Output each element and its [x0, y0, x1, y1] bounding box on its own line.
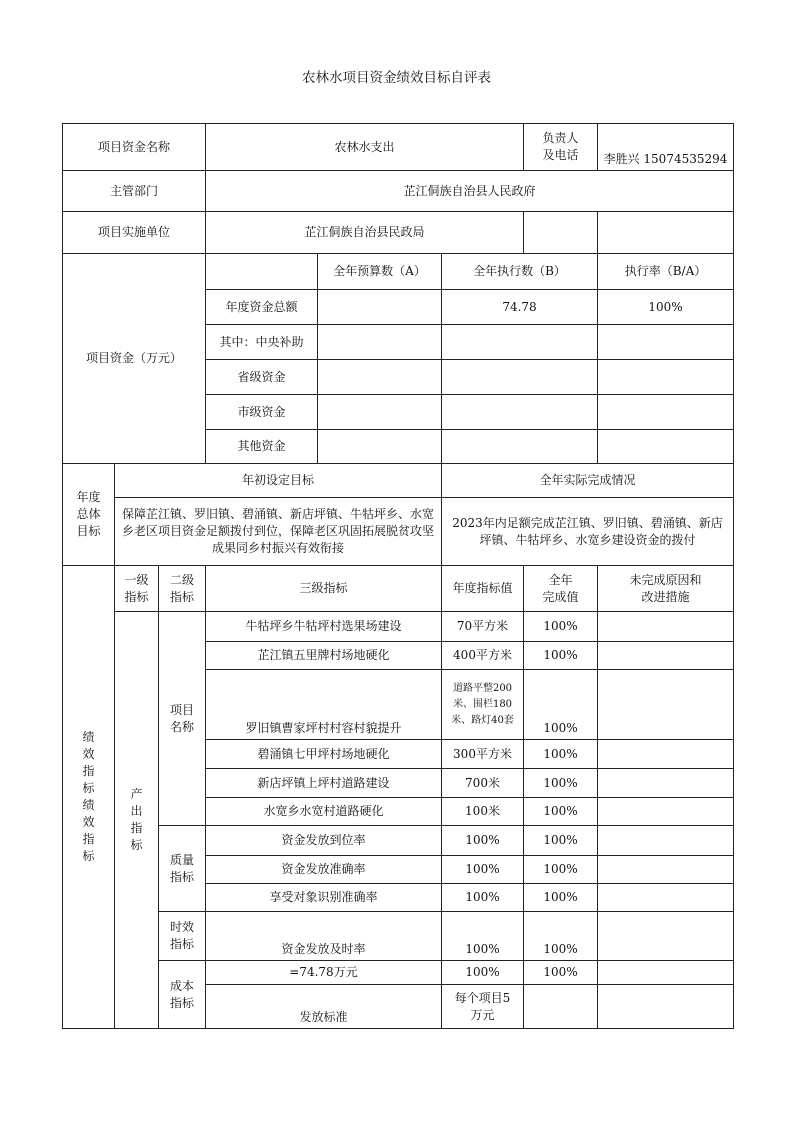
funds-section-label: 项目资金（万元） [63, 254, 206, 464]
indicator-name: 新店坪镇上坪村道路建设 [206, 769, 442, 798]
goals-actual-text: 2023年内足额完成芷江镇、罗旧镇、碧涌镇、新店坪镇、牛牯坪乡、水宽乡建设资金的拨付 [442, 498, 734, 566]
row-implementing-unit [63, 212, 734, 254]
indicator-reason [598, 740, 734, 769]
indicator-reason [598, 642, 734, 670]
indicator-done: 100% [524, 826, 598, 856]
indicator-row [63, 612, 734, 642]
indicator-reason [598, 769, 734, 798]
goals-set-text: 保障芷江镇、罗旧镇、碧涌镇、新店坪镇、牛牯坪乡、水宽乡老区项目资金足额拨付到位，保障老区巩固拓展脱贫攻坚成果同乡村振兴有效衔接 [115, 498, 442, 566]
indicator-done: 100% [524, 612, 598, 642]
col-done-line1: 全年 [548, 572, 573, 587]
indicator-target-line2: 万元 [470, 1007, 495, 1022]
goals-label-line2: 总体 [76, 507, 101, 521]
level1-char: 产 [130, 787, 143, 801]
funds-row-budget [318, 325, 442, 360]
indicator-target: 100% [442, 884, 524, 912]
indicator-target: 700米 [442, 769, 524, 798]
goals-set-header: 年初设定目标 [115, 464, 442, 498]
indicator-reason [598, 912, 734, 961]
col-level2-line1: 二级 [169, 572, 194, 587]
indicator-name: 水宽乡水宽村道路硬化 [206, 798, 442, 826]
col-level1-line1: 一级 [124, 572, 149, 587]
indicator-target: 100% [442, 961, 524, 985]
indicator-reason [598, 884, 734, 912]
indicator-done: 100% [524, 912, 598, 961]
indicator-target [442, 985, 524, 1029]
funds-row-rate [598, 360, 734, 395]
indicator-name: 享受对象识别准确率 [206, 884, 442, 912]
row-funds-header [63, 254, 734, 290]
dept-value: 芷江侗族自治县人民政府 [206, 171, 734, 212]
row-project-name [63, 124, 734, 171]
indicator-target-line1: 道路平整200 [452, 682, 513, 694]
funds-row-label: 其他资金 [206, 430, 318, 464]
contact-value: 李胜兴 15074535294 [598, 124, 734, 171]
funds-row-budget [318, 430, 442, 464]
group-quality-label [159, 826, 206, 912]
indicator-done: 100% [524, 884, 598, 912]
indicator-target: 70平方米 [442, 612, 524, 642]
funds-row-exec [442, 395, 598, 430]
contact-label-line1: 负责人 [542, 131, 579, 145]
indicator-target: 300平方米 [442, 740, 524, 769]
col-level2 [159, 566, 206, 612]
level1-char: 出 [130, 804, 143, 818]
group-quality-line1: 质量 [169, 852, 194, 867]
indicator-reason [598, 856, 734, 884]
dept-label: 主管部门 [63, 171, 206, 212]
indicator-done: 100% [524, 769, 598, 798]
indicator-reason [598, 961, 734, 985]
unit-value: 芷江侗族自治县民政局 [206, 212, 524, 254]
goals-actual-header: 全年实际完成情况 [442, 464, 734, 498]
level1-char: 标 [130, 838, 143, 852]
goals-label [63, 464, 115, 566]
row-indicators-header [63, 566, 734, 612]
indicators-char: 指 [82, 832, 95, 846]
indicator-reason [598, 985, 734, 1029]
col-done-line2: 完成值 [542, 589, 579, 604]
funds-row-budget [318, 290, 442, 325]
indicators-char: 标 [82, 849, 95, 863]
funds-row-rate [598, 430, 734, 464]
page-title: 农林水项目资金绩效目标自评表 [302, 70, 491, 86]
level1-output-label [115, 612, 159, 1029]
col-done [524, 566, 598, 612]
indicators-char: 效 [82, 815, 95, 829]
funds-row-budget [318, 395, 442, 430]
indicator-name: 发放标准 [206, 985, 442, 1029]
funds-row-exec [442, 430, 598, 464]
group-time-line2: 指标 [169, 937, 194, 951]
goals-label-line3: 目标 [76, 524, 101, 538]
col-target: 年度指标值 [442, 566, 524, 612]
contact-label-line2: 及电话 [542, 148, 579, 162]
indicator-name: 罗旧镇曹家坪村村容村貌提升 [206, 670, 442, 740]
unit-empty-cell-2 [598, 212, 734, 254]
indicator-target-line2: 米、围栏180 [452, 698, 513, 710]
funds-row-exec [442, 325, 598, 360]
indicators-char: 绩 [82, 730, 95, 744]
funds-header-blank [206, 254, 318, 290]
funds-row-rate: 100% [598, 290, 734, 325]
funds-row-label: 其中：中央补助 [206, 325, 318, 360]
group-quality-line2: 指标 [169, 869, 194, 884]
indicators-char: 标 [82, 781, 95, 795]
group-project-line1: 项目 [169, 702, 194, 717]
indicator-name: 碧涌镇七甲坪村场地硬化 [206, 740, 442, 769]
project-name-value: 农林水支出 [206, 124, 524, 171]
indicators-section-label [63, 566, 115, 1029]
funds-row-label: 省级资金 [206, 360, 318, 395]
level1-char: 指 [130, 821, 143, 835]
indicator-name: 芷江镇五里牌村场地硬化 [206, 642, 442, 670]
col-level2-line2: 指标 [169, 589, 194, 604]
funds-col-rate: 执行率（B/A） [598, 254, 734, 290]
indicators-char: 效 [82, 747, 95, 761]
row-department [63, 171, 734, 212]
col-level3: 三级指标 [206, 566, 442, 612]
indicator-done: 100% [524, 670, 598, 740]
indicator-target [442, 670, 524, 740]
indicator-done: 100% [524, 740, 598, 769]
funds-row-rate [598, 395, 734, 430]
col-reason-line2: 改进措施 [641, 589, 690, 604]
funds-col-exec: 全年执行数（B） [442, 254, 598, 290]
group-time-line1: 时效 [169, 920, 194, 934]
indicator-name: 资金发放及时率 [206, 912, 442, 961]
indicator-done: 100% [524, 642, 598, 670]
indicator-row [63, 912, 734, 961]
unit-empty-cell [524, 212, 598, 254]
indicator-reason [598, 826, 734, 856]
indicator-done: 100% [524, 961, 598, 985]
goals-label-line1: 年度 [76, 490, 101, 504]
indicator-name: 牛牯坪乡牛牯坪村选果场建设 [206, 612, 442, 642]
project-name-label: 项目资金名称 [63, 124, 206, 171]
indicator-target: 100% [442, 826, 524, 856]
funds-row-budget [318, 360, 442, 395]
row-goals-header [63, 464, 734, 498]
group-cost-line1: 成本 [169, 978, 194, 993]
funds-row-exec [442, 360, 598, 395]
group-time-label [159, 912, 206, 961]
funds-row-rate [598, 325, 734, 360]
indicator-name: 资金发放准确率 [206, 856, 442, 884]
unit-label: 项目实施单位 [63, 212, 206, 254]
indicator-reason [598, 670, 734, 740]
indicator-target-line1: 每个项目5 [454, 990, 511, 1005]
col-reason-line1: 未完成原因和 [629, 572, 702, 587]
row-goals-content [63, 498, 734, 566]
indicator-target: 100% [442, 912, 524, 961]
group-project-line2: 名称 [169, 719, 194, 734]
indicator-done [524, 985, 598, 1029]
col-level1-line2: 指标 [124, 589, 149, 604]
indicator-row [63, 961, 734, 985]
funds-row-label: 年度资金总额 [206, 290, 318, 325]
indicator-target: 400平方米 [442, 642, 524, 670]
col-reason [598, 566, 734, 612]
funds-row-exec: 74.78 [442, 290, 598, 325]
indicator-done: 100% [524, 798, 598, 826]
col-level1 [115, 566, 159, 612]
indicator-target: 100% [442, 856, 524, 884]
indicator-reason [598, 612, 734, 642]
indicator-reason [598, 798, 734, 826]
group-cost-label [159, 961, 206, 1029]
indicator-done: 100% [524, 856, 598, 884]
funds-row-label: 市级资金 [206, 395, 318, 430]
self-evaluation-table [62, 123, 734, 1029]
indicator-name: =74.78万元 [206, 961, 442, 985]
indicator-target-line3: 米、路灯40套 [451, 714, 514, 726]
indicator-name: 资金发放到位率 [206, 826, 442, 856]
indicators-char: 指 [82, 764, 95, 778]
indicators-char: 绩 [82, 798, 95, 812]
funds-col-budget: 全年预算数（A） [318, 254, 442, 290]
indicator-row [63, 826, 734, 856]
indicator-target: 100米 [442, 798, 524, 826]
group-project-label [159, 612, 206, 826]
contact-label [524, 124, 598, 171]
group-cost-line2: 指标 [169, 995, 194, 1010]
